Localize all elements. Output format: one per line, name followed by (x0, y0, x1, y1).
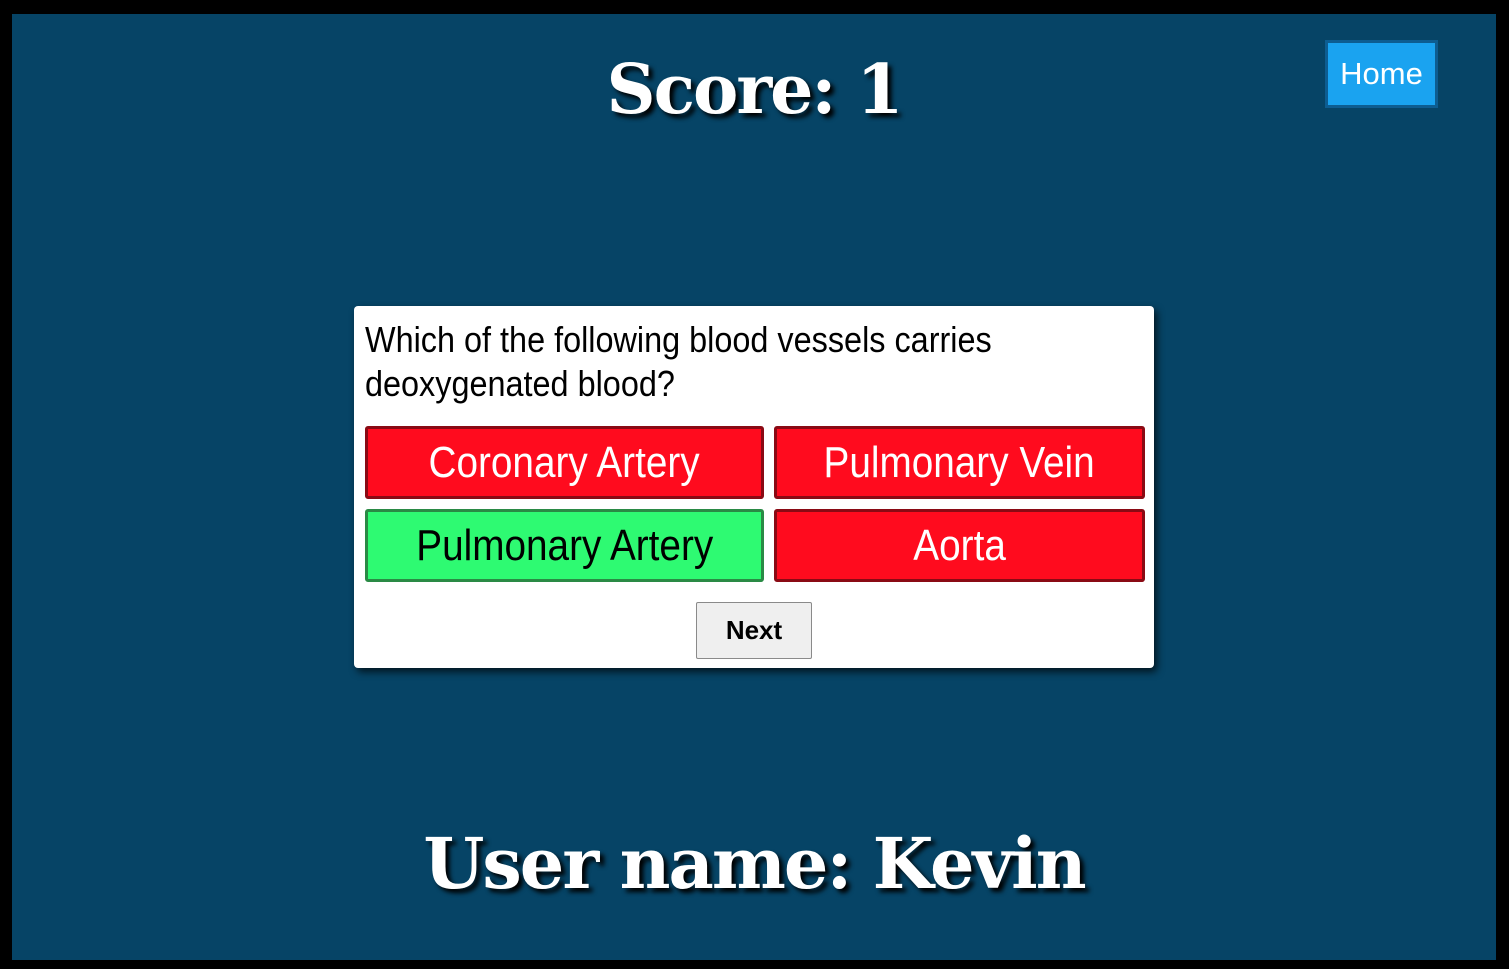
answer-label: Pulmonary Vein (823, 437, 1096, 487)
question-text: Which of the following blood vessels carries deoxygenated blood? (365, 319, 992, 404)
username-display: User name: Kevin (423, 822, 1085, 905)
question-card (354, 306, 1154, 668)
home-button[interactable]: Home (1325, 40, 1438, 108)
score-display: Score: 1 (606, 50, 902, 130)
answer-button-aorta[interactable] (774, 509, 1145, 582)
answer-label: Coronary Artery (428, 437, 701, 487)
next-button[interactable]: Next (696, 602, 812, 659)
answer-button-coronary-artery[interactable] (365, 426, 764, 499)
answer-label: Pulmonary Artery (416, 520, 713, 570)
answer-button-pulmonary-vein[interactable] (774, 426, 1145, 499)
game-frame (12, 14, 1496, 960)
answer-button-pulmonary-artery[interactable] (365, 509, 764, 582)
answer-label: Aorta (913, 520, 1006, 570)
